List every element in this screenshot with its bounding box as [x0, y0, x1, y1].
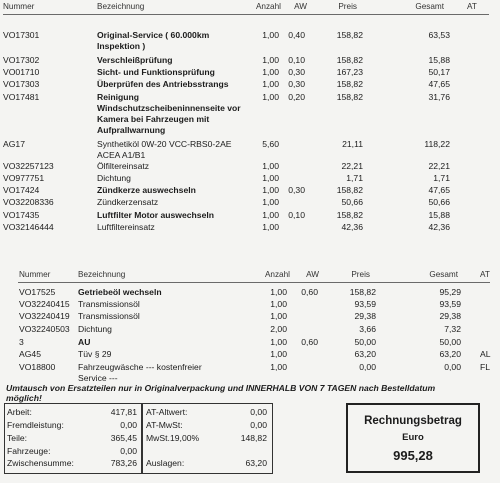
table-row-description: Transmissionsöl — [78, 311, 140, 321]
col-header-preis: Preis — [338, 2, 357, 11]
table-row-description: Luftfilter Motor auswechseln — [97, 210, 214, 220]
table-row-quantity: 1,00 — [262, 55, 279, 65]
table-row-number: AG17 — [3, 139, 25, 149]
table-row-total: 29,38 — [439, 311, 461, 321]
col-header-aw: AW — [294, 2, 307, 11]
summary-value: 783,26 — [110, 458, 137, 468]
table-row-quantity: 1,00 — [262, 210, 279, 220]
table-row-quantity: 1,00 — [270, 299, 287, 309]
table-row-number: VO18800 — [19, 362, 56, 372]
table-row-description: AU — [78, 337, 91, 347]
table-row-quantity: 1,00 — [262, 173, 279, 183]
table-row-description: Synthetiköl 0W-20 VCC-RBS0-2AE — [97, 139, 232, 149]
table-row-number: VO17435 — [3, 210, 40, 220]
col-header-bezeichnung: Bezeichnung — [97, 2, 145, 11]
col-header-nummer: Nummer — [3, 2, 35, 11]
table-row-quantity: 1,00 — [262, 185, 279, 195]
invoice-total-amount: 995,28 — [393, 448, 433, 463]
col-header-at: AT — [480, 270, 490, 279]
summary-percent: 19,00% — [170, 433, 200, 443]
table-row-description: Zündkerzensatz — [97, 197, 159, 207]
col-header-gesamt: Gesamt — [429, 270, 458, 279]
table-row-price: 42,36 — [341, 222, 363, 232]
table-row-total: 118,22 — [424, 139, 450, 149]
table-row-price: 93,59 — [354, 299, 376, 309]
col-header-bezeichnung: Bezeichnung — [78, 270, 126, 279]
table-row-price: 158,82 — [336, 79, 363, 89]
table-row-description: Aufprallwarnung — [97, 125, 166, 135]
table-row-price: 158,82 — [349, 287, 376, 297]
table-row-description: Kamera bei Fahrzeugen mit — [97, 114, 210, 124]
table-row-price: 158,82 — [336, 210, 363, 220]
table-row-price: 158,82 — [336, 55, 363, 65]
table-row-quantity: 2,00 — [270, 324, 287, 334]
table-row-number: VO32208336 — [3, 197, 54, 207]
col-header-preis: Preis — [351, 270, 370, 279]
summary-label: Auslagen: — [146, 458, 185, 468]
col-header-gesamt: Gesamt — [415, 2, 444, 11]
table-row-description: Verschleißprüfung — [97, 55, 173, 65]
table-row-description: Tüv § 29 — [78, 349, 112, 359]
table-row-quantity: 1,00 — [270, 287, 287, 297]
table-row-total: 47,65 — [428, 185, 450, 195]
table-row-number: VO01710 — [3, 67, 40, 77]
table-row-number: VO32146444 — [3, 222, 54, 232]
table-row-total: 1,71 — [433, 173, 450, 183]
table-row-number: VO32240503 — [19, 324, 70, 334]
table-row-quantity: 1,00 — [270, 362, 287, 372]
table-row-aw: 0,10 — [288, 210, 305, 220]
table-row-aw: 0,10 — [288, 55, 305, 65]
table-row-aw: 0,30 — [288, 67, 305, 77]
summary-value: 63,20 — [245, 458, 267, 468]
table-row-aw: 0,30 — [288, 185, 305, 195]
table-row-quantity: 1,00 — [262, 197, 279, 207]
table-row-description: Transmissionsöl — [78, 299, 140, 309]
table-row-total: 50,00 — [439, 337, 461, 347]
table-row-quantity: 1,00 — [262, 161, 279, 171]
table-row-description: Luftfiltereinsatz — [97, 222, 155, 232]
summary-value: 0,00 — [120, 420, 137, 430]
summary-value: 0,00 — [120, 446, 137, 456]
table-row-aw: 0,60 — [301, 287, 318, 297]
table-row-description: Sicht- und Funktionsprüfung — [97, 67, 215, 77]
table-row-quantity: 1,00 — [262, 67, 279, 77]
table-row-total: 93,59 — [439, 299, 461, 309]
table-row-number: VO32257123 — [3, 161, 54, 171]
col-header-at: AT — [467, 2, 477, 11]
table-row-aw: 0,30 — [288, 79, 305, 89]
summary-label: Zwischensumme: — [7, 458, 74, 468]
table-row-price: 21,11 — [342, 139, 363, 149]
table-row-price: 50,00 — [354, 337, 376, 347]
summary-label: Fahrzeuge: — [7, 446, 51, 456]
header-divider — [3, 14, 489, 15]
summary-label: MwSt. — [146, 433, 170, 443]
table-row-number: VO17302 — [3, 55, 40, 65]
summary-label: Teile: — [7, 433, 28, 443]
table-row-price: 63,20 — [354, 349, 376, 359]
table-row-total: 47,65 — [428, 79, 450, 89]
table-row-total: 0,00 — [444, 362, 461, 372]
summary-value: 417,81 — [110, 407, 137, 417]
table-row-quantity: 1,00 — [262, 92, 279, 102]
table-row-number: VO17301 — [3, 30, 40, 40]
header-divider — [18, 282, 490, 283]
table-row-aw: 0,60 — [301, 337, 318, 347]
table-row-quantity: 1,00 — [262, 79, 279, 89]
table-row-total: 7,32 — [444, 324, 461, 334]
notice-text: möglich! — [6, 393, 42, 403]
table-row-price: 0,00 — [359, 362, 376, 372]
summary-label: Fremdleistung: — [7, 420, 64, 430]
summary-value: 365,45 — [110, 433, 137, 443]
table-row-aw: 0,40 — [288, 30, 305, 40]
table-row-total: 50,66 — [428, 197, 450, 207]
table-row-description: Reinigung — [97, 92, 140, 102]
table-row-quantity: 1,00 — [270, 349, 287, 359]
table-row-number: 3 — [19, 337, 24, 347]
table-row-number: VO977751 — [3, 173, 45, 183]
table-row-description: Überprüfen des Antriebsstrangs — [97, 79, 229, 89]
table-row-description: Dichtung — [78, 324, 112, 334]
summary-label: AT-Altwert: — [146, 407, 188, 417]
table-row-aw: 0,20 — [288, 92, 305, 102]
invoice-total-currency: Euro — [402, 432, 424, 443]
table-row-number: VO17303 — [3, 79, 40, 89]
table-row-number: AG45 — [19, 349, 41, 359]
table-row-price: 167,23 — [336, 67, 363, 77]
summary-value: 148,82 — [240, 433, 267, 443]
summary-label: AT-MwSt: — [146, 420, 183, 430]
table-row-total: 15,88 — [428, 210, 450, 220]
table-row-price: 29,38 — [354, 311, 376, 321]
notice-text: Umtausch von Ersatzteilen nur in Originalverpackung und INNERHALB VON 7 TAGEN nach Bestelldatum — [6, 383, 436, 393]
table-row-description: Zündkerze auswechseln — [97, 185, 196, 195]
table-row-at: AL — [480, 349, 491, 359]
table-row-description: Ölfiltereinsatz — [97, 161, 150, 171]
table-row-price: 158,82 — [336, 185, 363, 195]
table-row-total: 15,88 — [428, 55, 450, 65]
table-row-at: FL — [480, 362, 491, 372]
table-row-quantity: 1,00 — [270, 311, 287, 321]
table-row-total: 63,53 — [428, 30, 450, 40]
table-row-price: 50,66 — [341, 197, 363, 207]
table-row-number: VO32240419 — [19, 311, 70, 321]
table-row-description: Dichtung — [97, 173, 131, 183]
table-row-total: 50,17 — [428, 67, 450, 77]
table-row-total: 63,20 — [439, 349, 461, 359]
table-row-description: Getriebeöl wechseln — [78, 287, 162, 297]
col-header-anzahl: Anzahl — [255, 2, 281, 11]
table-row-description: Inspektion ) — [97, 41, 146, 51]
table-row-number: VO17424 — [3, 185, 40, 195]
table-row-description: Original-Service ( 60.000km — [97, 30, 210, 40]
table-row-description: Fahrzeugwäsche --- kostenfreier — [78, 362, 202, 372]
table-row-number: VO17525 — [19, 287, 56, 297]
table-row-price: 3,66 — [359, 324, 376, 334]
table-row-price: 158,82 — [336, 92, 363, 102]
table-row-price: 158,82 — [336, 30, 363, 40]
col-header-nummer: Nummer — [19, 270, 51, 279]
table-row-quantity: 1,00 — [262, 222, 279, 232]
table-row-total: 31,76 — [428, 92, 450, 102]
col-header-aw: AW — [306, 270, 319, 279]
summary-value: 0,00 — [250, 420, 267, 430]
summary-value: 0,00 — [250, 407, 267, 417]
table-row-description: ACEA A1/B1 — [97, 150, 146, 160]
col-header-anzahl: Anzahl — [264, 270, 290, 279]
table-row-total: 22,21 — [428, 161, 450, 171]
table-row-price: 22,21 — [341, 161, 363, 171]
summary-label: Arbeit: — [7, 407, 32, 417]
table-row-quantity: 1,00 — [262, 30, 279, 40]
invoice-total-title: Rechnungsbetrag — [364, 415, 462, 427]
table-row-quantity: 5,60 — [262, 139, 279, 149]
table-row-quantity: 1,00 — [270, 337, 287, 347]
table-row-description: Windschutzscheibeninnenseite vor — [97, 103, 241, 113]
table-row-total: 42,36 — [428, 222, 450, 232]
table-row-description: Service --- — [78, 373, 118, 383]
table-row-price: 1,71 — [346, 173, 363, 183]
table-row-number: VO32240415 — [19, 299, 70, 309]
table-row-total: 95,29 — [439, 287, 461, 297]
table-row-number: VO17481 — [3, 92, 40, 102]
